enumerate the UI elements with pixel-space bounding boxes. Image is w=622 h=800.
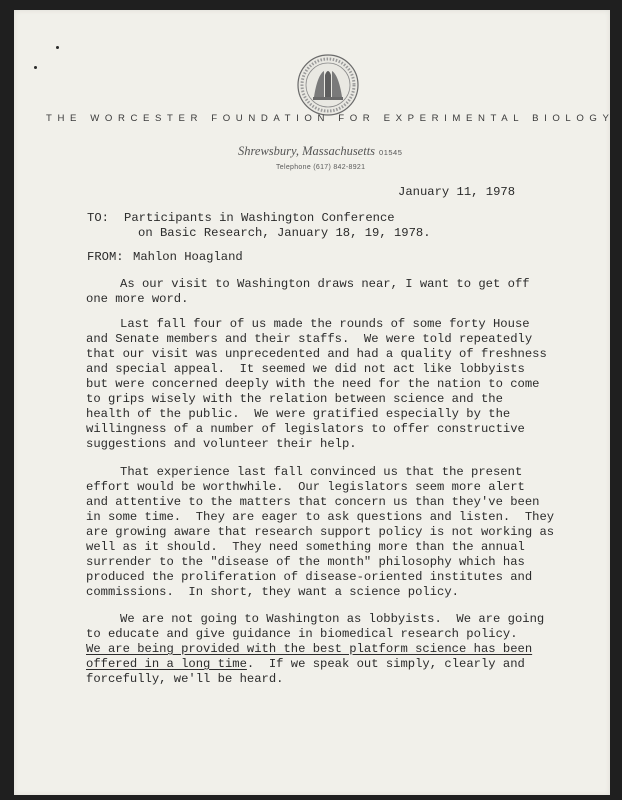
- letterhead-phone: Telephone (617) 842-8921: [276, 164, 366, 171]
- paragraph-1-line: one more word.: [86, 292, 189, 306]
- paragraph-3-line: produced the proliferation of disease-oriented institutes and: [86, 570, 533, 584]
- zip-code: 01545: [379, 148, 403, 157]
- paragraph-3-line: in some time. They are eager to ask questions and listen. They: [86, 510, 555, 524]
- paragraph-3-line: That experience last fall convinced us that the present: [120, 465, 523, 479]
- paragraph-2-line: and Senate members and their staffs. We were told repeatedly: [86, 332, 533, 346]
- paragraph-1-line: As our visit to Washington draws near, I want to get off: [120, 277, 530, 291]
- paragraph-4-line: We are not going to Washington as lobbyists. We are going: [120, 612, 545, 626]
- paragraph-3-line: effort would be worthwhile. Our legislators seem more alert: [86, 480, 525, 494]
- paragraph-3-line: are growing aware that research support policy is not working as: [86, 525, 555, 539]
- paragraph-3-line: and attentive to the matters that concern us than they've been: [86, 495, 540, 509]
- paragraph-4-text: . If we speak out simply, clearly and: [246, 657, 525, 671]
- paragraph-2-line: Last fall four of us made the rounds of some forty House: [120, 317, 530, 331]
- paragraph-2-line: to grips wisely with the relation between science and the: [86, 392, 503, 406]
- underlined-platform-sentence: We are being provided with the best platform science has been: [86, 642, 533, 656]
- paragraph-2-line: willingness of a number of legislators to offer constructive: [86, 422, 525, 436]
- location-text: Shrewsbury, Massachusetts: [238, 144, 376, 158]
- underlined-platform-sentence-end: offered in a long time: [86, 657, 247, 671]
- punch-mark: [56, 46, 59, 49]
- paragraph-3-line: well as it should. They need something more than the annual: [86, 540, 525, 554]
- from-label: FROM:: [87, 250, 124, 264]
- paragraph-2-line: but were concerned deeply with the need for the nation to come: [86, 377, 540, 391]
- paragraph-3-line: surrender to the "disease of the month" philosophy which has: [86, 555, 525, 569]
- letter-page: [14, 10, 615, 795]
- organization-name: THE WORCESTER FOUNDATION FOR EXPERIMENTAL BIOLOGY: [46, 113, 615, 124]
- paragraph-2-line: and special appeal. It seemed we did not act like lobbyists: [86, 362, 525, 376]
- foundation-seal-logo: [296, 53, 360, 117]
- to-recipients-line-2: on Basic Research, January 18, 19, 1978.: [138, 226, 431, 240]
- to-recipients-line-1: Participants in Washington Conference: [124, 211, 395, 225]
- paragraph-4-line: forcefully, we'll be heard.: [86, 672, 284, 686]
- paragraph-2-line: that our visit was unprecedented and had a quality of freshness: [86, 347, 547, 361]
- paragraph-2-line: health of the public. We were gratified especially by the: [86, 407, 511, 421]
- paragraph-4-line: to educate and give guidance in biomedical research policy.: [86, 627, 518, 641]
- to-label: TO:: [87, 211, 109, 225]
- paragraph-4-line: [86, 657, 525, 673]
- paragraph-3-line: commissions. In short, they want a science policy.: [86, 585, 459, 599]
- punch-mark: [34, 66, 37, 69]
- paragraph-2-line: suggestions and volunteer their help.: [86, 437, 357, 451]
- from-name: Mahlon Hoagland: [133, 250, 243, 264]
- letterhead-location: [238, 144, 402, 159]
- letter-date: January 11, 1978: [398, 185, 516, 199]
